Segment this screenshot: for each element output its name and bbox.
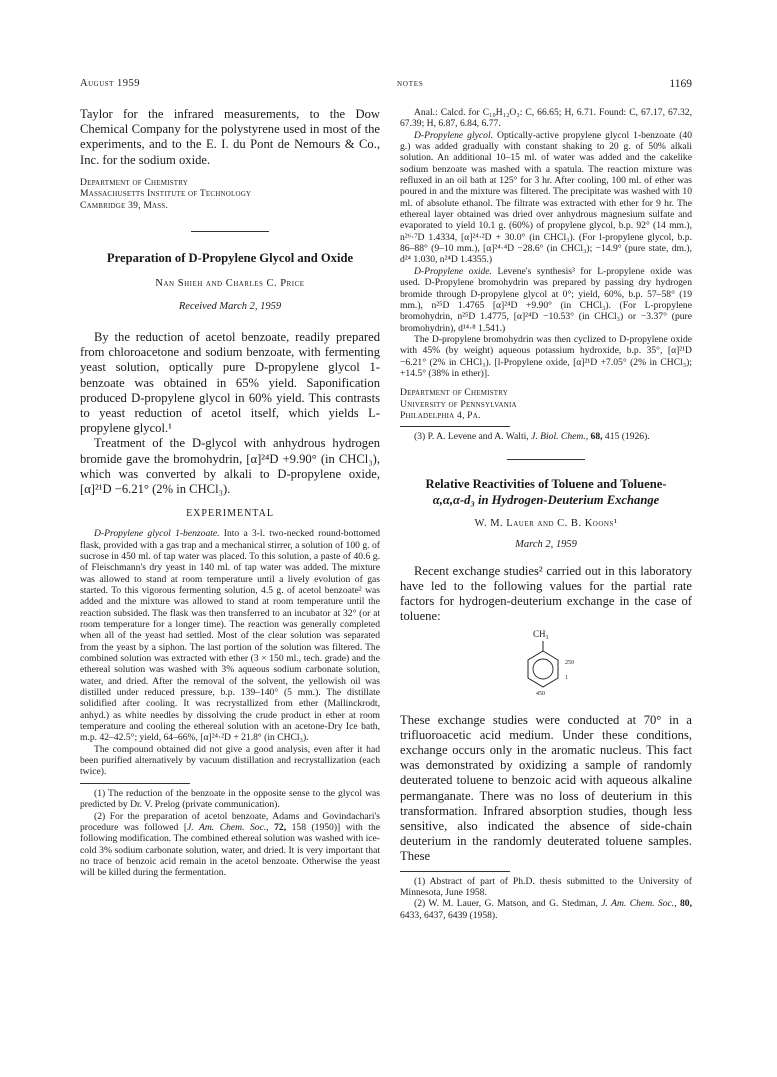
- right-column: [400, 107, 692, 921]
- toluene-structure: [400, 629, 692, 709]
- footnote-divider: [400, 871, 510, 872]
- received-date: March 2, 1959: [515, 538, 577, 550]
- divider: [507, 459, 585, 460]
- footnote-divider: [80, 783, 190, 784]
- affiliation-line: Department of Chemistry: [400, 387, 509, 399]
- article-title: [400, 476, 692, 508]
- footnote-text: 415 (1926).: [602, 431, 650, 443]
- ortho-label: 250: [565, 659, 574, 666]
- meta-label: 1: [565, 674, 568, 681]
- section-heading: EXPERIMENTAL: [186, 508, 274, 520]
- experimental-paragraph: [80, 528, 380, 744]
- article-authors: Nan Shieh and Charles C. Price: [155, 278, 305, 290]
- journal-date: August 1959: [80, 78, 141, 89]
- footnote-text: (3) P. A. Levene and A. Walti,: [414, 431, 532, 443]
- left-column: [80, 107, 380, 879]
- volume: 68,: [590, 431, 603, 443]
- affiliation-line: Philadelphia 4, Pa.: [400, 410, 481, 422]
- page-number: 1169: [669, 78, 692, 90]
- benzene-ring-icon: [518, 629, 578, 709]
- acknowledgment-paragraph: Taylor for the infrared measurements, to the Dow Chemical Company for the polystyrene used in most of the experiments, and to the E. I. du Pont de Nemours & Co., Inc. for the sodium oxide.: [80, 107, 380, 167]
- footnote: (3) P. A. Levene and A. Walti, J. Biol. Chem., 68, 415 (1926).: [414, 431, 650, 443]
- footnote-text: (2) W. M. Lauer, G. Matson, and G. Stedman,: [414, 898, 602, 910]
- journal-name: J. Am. Chem. Soc.: [601, 898, 675, 910]
- footnote-text: 6433, 6437, 6439 (1958).: [400, 909, 498, 921]
- paragraph-lead: D-Propylene oxide.: [414, 265, 492, 277]
- oxide-paragraph-2: The D-propylene bromohydrin was then cyclized to D-propylene oxide with 45% (by weight) aqueous potassium hydroxide, b.p. 35°, [α]²¹D −6.21° (2% in CHCl₃). [l-Propylene oxide, [α]²¹D +7.05° (2% in CHCl₃); +14.5° (38% in ether)].: [400, 333, 692, 379]
- title-line: Relative Reactivities of Toluene and Toluene-: [425, 476, 667, 491]
- affiliation-mit: [80, 177, 380, 211]
- body-paragraph: Recent exchange studies² carried out in this laboratory have led to the following values for the partial rate factors for hydrogen-deuterium exchange in the case of toluene:: [400, 563, 692, 624]
- footnote-divider: [400, 426, 510, 427]
- footnote: (2) For the preparation of acetol benzoate, Adams and Govindachari's procedure was followed [J. Am. Chem. Soc., 72, 158 (1950)] with the following modification. The combined ethereal solution was washed with ice-cold 3% sodium carbonate solution, water, and dried. It is very important that no trace of benzoic acid remain in the acetol benzoate. Otherwise the yeast will be killed during the fermentation.: [80, 810, 381, 879]
- section-name: notes: [397, 78, 424, 89]
- page-header: [80, 78, 692, 92]
- oxide-paragraph: [400, 266, 692, 334]
- para-label: 450: [536, 690, 545, 697]
- article-title: Preparation of D-Propylene Glycol and Oxide: [106, 251, 354, 266]
- footnote-text: (2) For the preparation of acetol benzoate, Adams and Govindachari's procedure was followed [: [80, 810, 380, 833]
- footnote-text: 158 (1950)] with the following modification. The combined ethereal solution was washed with ice-cold 3% sodium carbonate solution, water, and dried. It is very important that no trace of benzoic acid remain in the acetol benzoate. Otherwise the yeast will be killed during the fermentation.: [80, 821, 381, 879]
- article-authors: W. M. Lauer and C. B. Koons¹: [474, 517, 618, 529]
- glycol-paragraph: [400, 130, 692, 266]
- title-line: α,α,α-d₃ in Hydrogen-Deuterium Exchange: [432, 492, 660, 507]
- analysis-paragraph: Anal.: Calcd. for C₁₀H₁₂O₃: C, 66.65; H, 6.71. Found: C, 67.17, 67.32, 67.39; H, 6.87, 6.84, 6.77.: [400, 107, 692, 130]
- footnote: (1) The reduction of the benzoate in the opposite sense to the glycol was predicted by Dr. V. Prelog (private communication).: [80, 787, 380, 811]
- affiliation-penn: [400, 387, 692, 421]
- paragraph-lead: D-Propylene glycol 1-benzoate.: [94, 528, 220, 540]
- experimental-paragraph: The compound obtained did not give a good analysis, even after it had been purified alternatively by vacuum distillation and recrystallization (each twice).: [80, 743, 380, 778]
- paragraph-lead: D-Propylene glycol.: [414, 129, 494, 141]
- volume: 80,: [680, 898, 692, 910]
- affiliation-line: Department of Chemistry: [80, 176, 189, 188]
- affiliation-line: Massachusetts Institute of Technology: [80, 188, 252, 200]
- abstract-paragraph: Treatment of the D-glycol with anhydrous hydrogen bromide gave the bromohydrin, [α]²⁴D +9.90° (in CHCl₃), which was converted by alkali to D-propylene oxide, [α]²¹D −6.21° (2% in CHCl₃).: [80, 436, 380, 497]
- divider: [191, 231, 269, 232]
- journal-name: J. Am. Chem. Soc.: [187, 821, 267, 833]
- footnote: (2) W. M. Lauer, G. Matson, and G. Stedman, J. Am. Chem. Soc., 80, 6433, 6437, 6439 (1958).: [400, 898, 692, 921]
- abstract-paragraph: By the reduction of acetol benzoate, readily prepared from chloroacetone and sodium benzoate, with fermenting yeast solution, optically pure D-propylene glycol 1-benzoate was obtained in 65% yield. Saponification produced D-propylene glycol in 60% yield. This contrasts to yeast reduction of acetol itself, which yields L-propylene glycol.¹: [80, 330, 380, 436]
- journal-name: J. Biol. Chem.: [531, 431, 586, 443]
- methyl-label: CH₃: [533, 628, 549, 639]
- paragraph-body: Into a 3-l. two-necked round-bottomed flask, provided with a gas trap and a mechanical stirrer, a solution of 100 g. of sucrose in 450 ml. of tap water was placed. To this solution, a paste of 40.6 g. of Fleischmann's dry yeast in 140 ml. of tap water was added. The mixture was allowed to stand at room temperature until a lively evolution of gas started. To this vigorous fermenting solution, 4.5 g. of acetol benzoate² was added and the mixture was allowed to stand at room temperature until the reaction subsided. The flask was then transferred to an incubator at 32° (or at room temperature for a longer time). The reaction was generally completed when all of the yeast had settled. Most of the clear solution was separated from the yeast by a siphon. The last portion of the solution was filtered. The combined solution was extracted with ether (3 × 150 ml., tech. grade) and the ethereal solution was washed with 3% aqueous sodium carbonate solution, water, and dried. After the removal of the solvent, the yellowish oil was distilled under reduced pressure, b.p. 139–140° (5 mm.). The distillate solidified after cooling. It was recrystallized from ether (Mallinckrodt, anhyd.) as white needles by dissolving the crude product in ether at room temperature and cooling the ethereal solution with an acetone-Dry Ice bath, m.p. 42–42.5°; yield, 64–66%, [α]²⁴·²D + 21.8° (in CHCl₃).: [80, 528, 380, 744]
- paragraph-body: Levene's synthesis³ for L-propylene oxide was used. D-Propylene bromohydrin was prepared by passing dry hydrogen bromide through D-propylene glycol at 0°; yield, 60%, b.p. 57–58° (19 mm.), n²⁵D 1.4765 [α]²⁴D +9.90° (in CHCl₃). (For L-propylene bromohydrin, n²⁵D 1.4775, [α]²⁴D −10.53° (in CHCl₃) or −3.37° (pure bromohydrin), d¹⁴·⁸ 1.541.): [400, 265, 692, 334]
- footnote: (1) Abstract of part of Ph.D. thesis submitted to the University of Minnesota, June 1958.: [400, 875, 692, 898]
- body-paragraph: These exchange studies were conducted at 70° in a trifluoroacetic acid medium. Under these conditions, exchange occurs only in the aromatic nucleus. This fact was demonstrated by oxidizing a sample of randomly deuterated toluene to benzoic acid with aqueous alkaline permanganate. There was no loss of deuterium in this transformation. Infrared absorption studies, though less sensitive, also indicated the absence of side-chain deuterium in the randomly deuterated toluene samples. These: [400, 712, 692, 864]
- affiliation-line: University of Pennsylvania: [400, 398, 517, 410]
- paragraph-body: Optically-active propylene glycol 1-benzoate (40 g.) was added gradually with constant shaking to 20 g. of 50% alkali solution. An additional 10–15 ml. of water was added and the cakelike sodium benzoate was mashed with a spatula. The reaction mixture was refluxed in an oil bath at 125° for 3 hr. After cooling, 100 ml. of ether was poured in and the mixture was filtered. The precipitate was washed with 10 ml. of absolute ethanol. The filtrate was extracted with ether for 9 hr. The ethereal layer obtained was dried over anhydrous magnesium sulfate and evaporated to yield 10.1 g. (60%) of propylene glycol, b.p. 92° (14 mm.), n²⁶·⁷D 1.4334, [α]²⁴·²D + 30.0° (in CHCl₃). (For l-propylene glycol, b.p. 86–88° (9–10 mm.), [α]²⁴·⁴D −28.6° (in CHCl₃); −14.9° (pure state, dm.), d²⁴ 1.030, n²⁴D 1.4355.): [400, 129, 692, 266]
- received-date: Received March 2, 1959: [178, 301, 282, 313]
- affiliation-line: Cambridge 39, Mass.: [80, 199, 169, 211]
- volume: 72,: [274, 821, 287, 833]
